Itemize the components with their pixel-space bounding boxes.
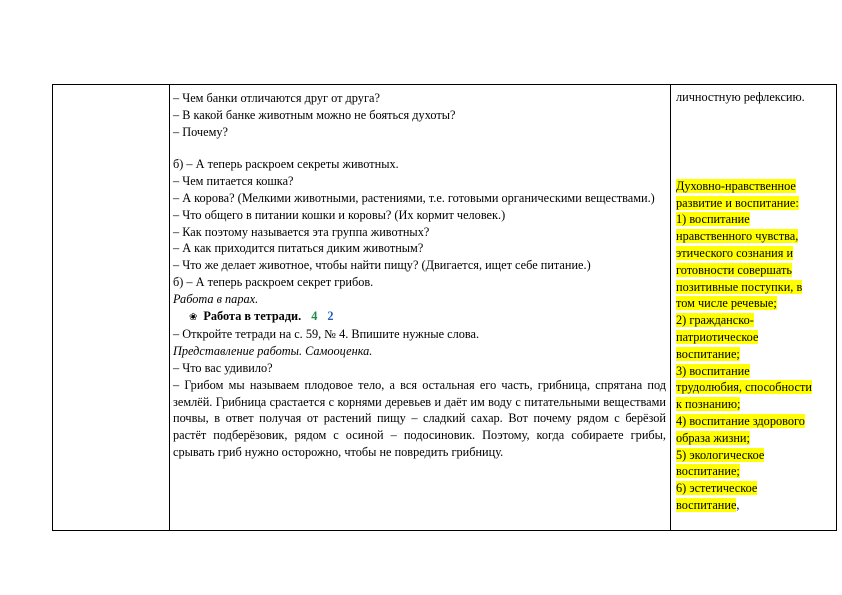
goal-trailing-punct: , [736,497,740,512]
goal-line: этического сознания и [676,245,794,260]
goal-line: развитие и воспитание: [676,195,799,210]
question-line: – А корова? (Мелкими животными, растениями, т.е. готовыми органическими веществами.) [173,190,655,205]
lesson-content-cell [169,85,670,530]
question-line: – Что же делает животное, чтобы найти пищу? (Двигается, ищет себе питание.) [173,258,591,273]
flower-icon: ❀ [189,311,198,323]
task-number: 2 [327,308,334,323]
goal-line: воспитание [676,497,737,512]
upbringing-goals [676,178,830,514]
goal-line: Духовно-нравственное [676,178,796,193]
goal-line: 4) воспитание здорового [676,413,805,428]
section-line: б) – А теперь раскроем секреты животных. [173,157,399,172]
question-line: – Чем банки отличаются друг от друга? [173,91,380,105]
lesson-table [52,84,837,531]
question-line: – Что общего в питании кошки и коровы? (Их кормит человек.) [173,207,506,222]
goal-line: 6) эстетическое [676,481,758,496]
goal-line: к познанию; [676,397,741,412]
question-line: – Почему? [173,124,228,139]
goal-line: том числе речевые; [676,296,777,311]
goals-cell [670,85,836,530]
explanation-paragraph: – Грибом мы называем плодовое тело, а вся остальная его часть, грибница, спрятана под землёй. Грибница срастается с корнями деревьев и даёт им воду с питательными веществами почвы, в ответ получая от растений пищу – сладкий сахар. Вот почему рядом с берёзой растёт подберёзовик, рядом с осиной – подосиновик. Поэтому, когда собираете грибы, срывать гриб нужно осторожно, чтобы не повредить грибницу. [173,377,666,459]
task-number: 4 [311,308,318,323]
goal-line: патриотическое [676,329,759,344]
goal-line: 1) воспитание [676,212,750,227]
question-line: – Чем питается кошка? [173,174,294,189]
question-line: – Как поэтому называется эта группа животных? [173,224,430,239]
goal-line: 3) воспитание [676,363,750,378]
self-assessment-label: Представление работы. Самооценка. [173,344,373,359]
notebook-task-label: Работа в тетради. [203,308,302,323]
section-line: б) – А теперь раскроем секрет грибов. [173,274,374,289]
goal-line: трудолюбия, способности [676,380,812,395]
reflection-text: личностную рефлексию. [676,90,805,104]
goal-line: воспитание; [676,346,740,361]
goal-line: воспитание; [676,464,740,479]
notebook-task [173,308,666,327]
goal-line: готовности совершать [676,262,792,277]
goal-line: нравственного чувства, [676,229,799,244]
goal-line: образа жизни; [676,430,750,445]
goal-line: 5) экологическое [676,447,765,462]
goal-line: позитивные поступки, в [676,279,803,294]
pair-work-label: Работа в парах. [173,291,259,306]
question-line: – А как приходится питаться диким животным? [173,241,424,256]
goal-line: 2) гражданско- [676,313,754,328]
instruction-line: – Откройте тетради на с. 59, № 4. Впишите нужные слова. [173,327,480,342]
question-line: – Что вас удивило? [173,360,273,375]
question-line: – В какой банке животным можно не бояться духоты? [173,107,456,122]
